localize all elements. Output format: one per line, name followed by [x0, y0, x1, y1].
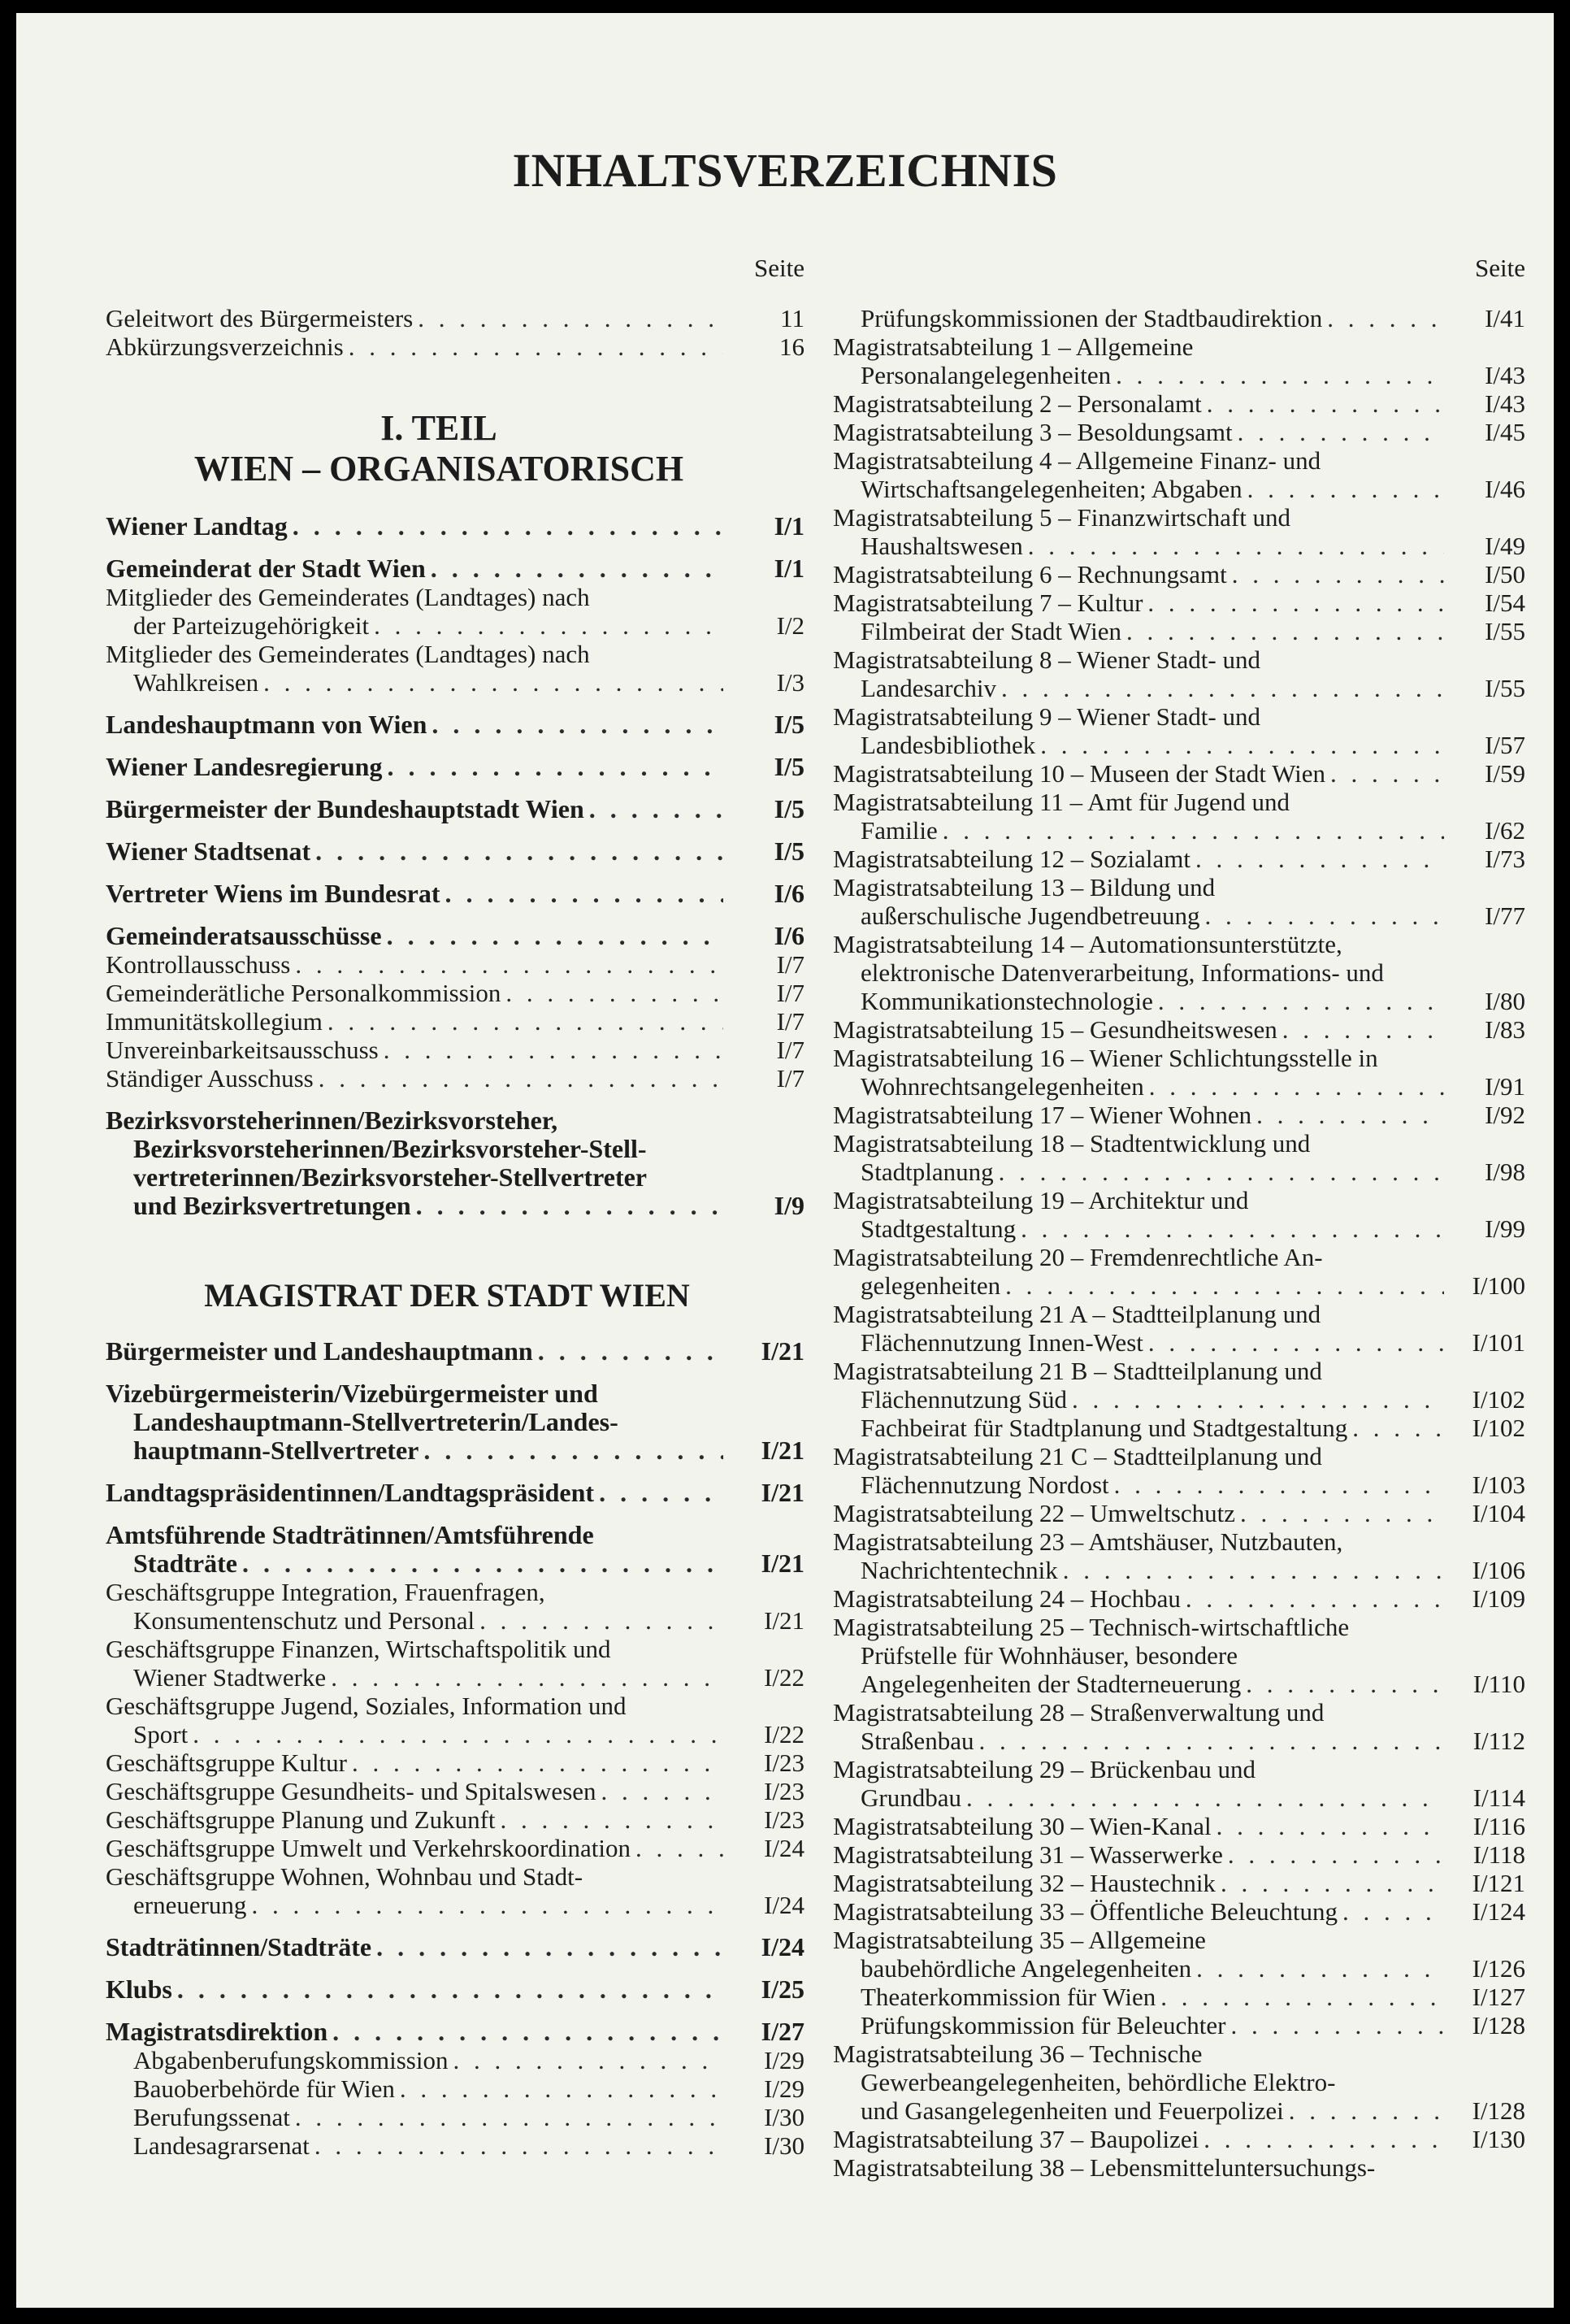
toc-entry[interactable]: Geschäftsgruppe Wohnen, Wohnbau und Stadt- erneuerung . . . I/24	[106, 1862, 805, 1919]
toc-entry[interactable]: Magistratsabteilung 22 – Umweltschutz . . . I/104	[833, 1499, 1525, 1527]
toc-entry[interactable]: Magistratsabteilung 24 – Hochbau . . . I/109	[833, 1584, 1525, 1613]
toc-entry[interactable]: Immunitätskollegium . . . I/7	[106, 1007, 805, 1036]
toc-entry[interactable]: Gemeinderat der Stadt Wien . . . I/1	[106, 554, 805, 583]
toc-entry[interactable]: Magistratsabteilung 25 – Technisch-wirtschaftliche Prüfstelle für Wohnhäuser, besondere Angelegenheiten der Stadterneuerung . . . I/110	[833, 1613, 1525, 1698]
toc-entry[interactable]: Landesagrarsenat . . . I/30	[106, 2131, 805, 2160]
toc-entry[interactable]: Vertreter Wiens im Bundesrat . . . I/6	[106, 880, 805, 908]
toc-entry[interactable]: Landeshauptmann von Wien . . . I/5	[106, 710, 805, 739]
toc-entry[interactable]: Magistratsabteilung 19 – Architektur und Stadtgestaltung . . . I/99	[833, 1186, 1525, 1243]
toc-entry[interactable]: Magistratsabteilung 4 – Allgemeine Finanz- und Wirtschaftsangelegenheiten; Abgaben . . . I/46	[833, 446, 1525, 503]
toc-entry[interactable]: Magistratsabteilung 18 – Stadtentwicklung und Stadtplanung . . . I/98	[833, 1129, 1525, 1186]
toc-entry[interactable]: Magistratsabteilung 16 – Wiener Schlichtungsstelle in Wohnrechtsangelegenheiten . . . I/91	[833, 1044, 1525, 1101]
toc-entry[interactable]: Magistratsabteilung 3 – Besoldungsamt . . . I/45	[833, 418, 1525, 446]
toc-entry[interactable]: Wiener Landtag . . . I/1	[106, 512, 805, 541]
toc-entry[interactable]: Wiener Landesregierung . . . I/5	[106, 753, 805, 781]
toc-entry[interactable]: Magistratsabteilung 12 – Sozialamt . . . I/73	[833, 845, 1525, 873]
toc-entry[interactable]: Vizebürgermeisterin/Vizebürgermeister und Landeshauptmann-Stellvertreterin/Landes- hauptmann-Stellvertreter . . . I/21	[106, 1379, 805, 1465]
toc-entry[interactable]: Bürgermeister und Landeshauptmann . . . I/21	[106, 1337, 805, 1366]
toc-entry[interactable]: Magistratsabteilung 32 – Haustechnik . . . I/121	[833, 1869, 1525, 1897]
toc-entry[interactable]: Magistratsabteilung 17 – Wiener Wohnen . . . I/92	[833, 1101, 1525, 1129]
toc-entry[interactable]: Magistratsabteilung 5 – Finanzwirtschaft und Haushaltswesen . . . I/49	[833, 503, 1525, 560]
toc-entry[interactable]: Magistratsabteilung 13 – Bildung und außerschulische Jugendbetreuung . . . I/77	[833, 873, 1525, 930]
toc-entry[interactable]: Magistratsabteilung 30 – Wien-Kanal . . . I/116	[833, 1812, 1525, 1840]
toc-entry[interactable]: Gemeinderätliche Personalkommission . . . I/7	[106, 979, 805, 1007]
toc-entry[interactable]: Magistratsabteilung 28 – Straßenverwaltung und Straßenbau . . . I/112	[833, 1698, 1525, 1755]
toc-entry[interactable]: Magistratsabteilung 20 – Fremdenrechtliche An- gelegenheiten . . . I/100	[833, 1243, 1525, 1300]
toc-entry[interactable]: Magistratsabteilung 11 – Amt für Jugend und Familie . . . I/62	[833, 788, 1525, 845]
toc-entry[interactable]: Magistratsabteilung 38 – Lebensmitteluntersuchungs-	[833, 2153, 1376, 2182]
toc-entry[interactable]: Magistratsabteilung 15 – Gesundheitswesen . . . I/83	[833, 1015, 1525, 1044]
toc-entry[interactable]: Prüfungskommissionen der Stadtbaudirektion . . . I/41	[833, 304, 1525, 332]
toc-entry[interactable]: Abgabenberufungskommission . . . I/29	[106, 2046, 805, 2074]
toc-entry[interactable]: Magistratsabteilung 21 B – Stadtteilplanung und Flächennutzung Süd . . . I/102	[833, 1357, 1525, 1414]
toc-entry[interactable]: Magistratsabteilung 6 – Rechnungsamt . . . I/50	[833, 560, 1525, 589]
toc-entry[interactable]: Kontrollausschuss . . . I/7	[106, 950, 805, 979]
toc-entry[interactable]: Magistratsabteilung 23 – Amtshäuser, Nutzbauten, Nachrichtentechnik . . . I/106	[833, 1527, 1525, 1584]
toc-entry[interactable]: Geschäftsgruppe Gesundheits- und Spitalswesen . . . I/23	[106, 1777, 805, 1805]
toc-entry[interactable]: Geschäftsgruppe Jugend, Soziales, Information und Sport . . . I/22	[106, 1692, 805, 1748]
toc-entry[interactable]: Magistratsabteilung 36 – Technische Gewerbeangelegenheiten, behördliche Elektro- und Gasangelegenheiten und Feuerpolizei . . . I/128	[833, 2039, 1525, 2125]
toc-entry[interactable]: Wiener Stadtsenat . . . I/5	[106, 837, 805, 866]
toc-entry[interactable]: Magistratsabteilung 10 – Museen der Stadt Wien . . . I/59	[833, 759, 1525, 788]
page-title: INHALTSVERZEICHNIS	[512, 144, 1058, 197]
toc-entry[interactable]: Theaterkommission für Wien . . . I/127	[833, 1983, 1525, 2011]
toc-entry[interactable]: Magistratsabteilung 35 – Allgemeine baubehördliche Angelegenheiten . . . I/126	[833, 1926, 1525, 1983]
toc-entry[interactable]: Unvereinbarkeitsausschuss . . . I/7	[106, 1036, 805, 1064]
toc-entry[interactable]: Amtsführende Stadträtinnen/Amtsführende Stadträte . . . I/21	[106, 1521, 805, 1578]
toc-entry[interactable]: Magistratsabteilung 37 – Baupolizei . . . I/130	[833, 2125, 1525, 2153]
toc-entry[interactable]: Magistratsabteilung 2 – Personalamt . . . I/43	[833, 389, 1525, 418]
toc-entry[interactable]: Geschäftsgruppe Umwelt und Verkehrskoordination . . . I/24	[106, 1834, 805, 1862]
toc-entry[interactable]: Filmbeirat der Stadt Wien . . . I/55	[833, 617, 1525, 645]
magistrat-heading: MAGISTRAT DER STADT WIEN	[204, 1277, 690, 1314]
toc-entry[interactable]: Geschäftsgruppe Kultur . . . I/23	[106, 1748, 805, 1777]
toc-entry[interactable]: Magistratsabteilung 21 A – Stadtteilplanung und Flächennutzung Innen-West . . . I/101	[833, 1300, 1525, 1357]
toc-entry[interactable]: Klubs . . . I/25	[106, 1975, 805, 2004]
toc-entry[interactable]: Geschäftsgruppe Finanzen, Wirtschaftspolitik und Wiener Stadtwerke . . . I/22	[106, 1635, 805, 1692]
toc-entry[interactable]: Berufungssenat . . . I/30	[106, 2103, 805, 2131]
toc-entry[interactable]: Magistratsdirektion . . . I/27	[106, 2018, 805, 2046]
toc-entry[interactable]: Mitglieder des Gemeinderates (Landtages) nach der Parteizugehörigkeit . . . I/2	[106, 583, 805, 640]
toc-entry[interactable]: Mitglieder des Gemeinderates (Landtages) nach Wahlkreisen . . . I/3	[106, 640, 805, 697]
toc-entry[interactable]: Prüfungskommission für Beleuchter . . . I/128	[833, 2011, 1525, 2039]
toc-entry[interactable]: Stadträtinnen/Stadträte . . . I/24	[106, 1933, 805, 1961]
part-heading: I. TEIL WIEN – ORGANISATORISCH	[193, 408, 684, 489]
toc-entry[interactable]: Magistratsabteilung 14 – Automationsunterstützte, elektronische Datenverarbeitung, Informations- und Kommunikationstechnologie . . . I/80	[833, 930, 1525, 1015]
seite-label-left: Seite	[754, 254, 805, 282]
toc-entry[interactable]: Bezirksvorsteherinnen/Bezirksvorsteher, Bezirksvorsteherinnen/Bezirksvorsteher-Stell- vertreterinnen/Bezirksvorsteher-Stellvertreter und Bezirksvertretungen . . . I/9	[106, 1106, 805, 1220]
toc-entry[interactable]: Magistratsabteilung 29 – Brückenbau und Grundbau . . . I/114	[833, 1755, 1525, 1812]
toc-entry[interactable]: Bauoberbehörde für Wien . . . I/29	[106, 2074, 805, 2103]
document-page	[16, 13, 1554, 2308]
toc-entry[interactable]: Magistratsabteilung 1 – Allgemeine Personalangelegenheiten . . . I/43	[833, 332, 1525, 389]
seite-label-right: Seite	[1475, 254, 1525, 282]
toc-entry[interactable]: Gemeinderatsausschüsse . . . I/6	[106, 922, 805, 950]
toc-entry[interactable]: Geleitwort des Bürgermeisters . . . 11	[106, 304, 805, 332]
toc-entry[interactable]: Magistratsabteilung 33 – Öffentliche Beleuchtung . . . I/124	[833, 1897, 1525, 1926]
toc-entry[interactable]: Magistratsabteilung 9 – Wiener Stadt- und Landesbibliothek . . . I/57	[833, 702, 1525, 759]
toc-entry[interactable]: Magistratsabteilung 8 – Wiener Stadt- und Landesarchiv . . . I/55	[833, 645, 1525, 702]
toc-entry[interactable]: Fachbeirat für Stadtplanung und Stadtgestaltung . . . I/102	[833, 1414, 1525, 1442]
toc-entry[interactable]: Magistratsabteilung 31 – Wasserwerke . . . I/118	[833, 1840, 1525, 1869]
toc-entry[interactable]: Ständiger Ausschuss . . . I/7	[106, 1064, 805, 1092]
toc-entry[interactable]: Geschäftsgruppe Planung und Zukunft . . . I/23	[106, 1805, 805, 1834]
toc-entry[interactable]: Landtagspräsidentinnen/Landtagspräsident . . . I/21	[106, 1479, 805, 1507]
toc-entry[interactable]: Magistratsabteilung 21 C – Stadtteilplanung und Flächennutzung Nordost . . . I/103	[833, 1442, 1525, 1499]
toc-entry[interactable]: Bürgermeister der Bundeshauptstadt Wien . . . I/5	[106, 795, 805, 823]
toc-entry[interactable]: Magistratsabteilung 7 – Kultur . . . I/54	[833, 589, 1525, 617]
toc-entry[interactable]: Abkürzungsverzeichnis . . . 16	[106, 332, 805, 361]
toc-entry[interactable]: Geschäftsgruppe Integration, Frauenfragen, Konsumentenschutz und Personal . . . I/21	[106, 1578, 805, 1635]
